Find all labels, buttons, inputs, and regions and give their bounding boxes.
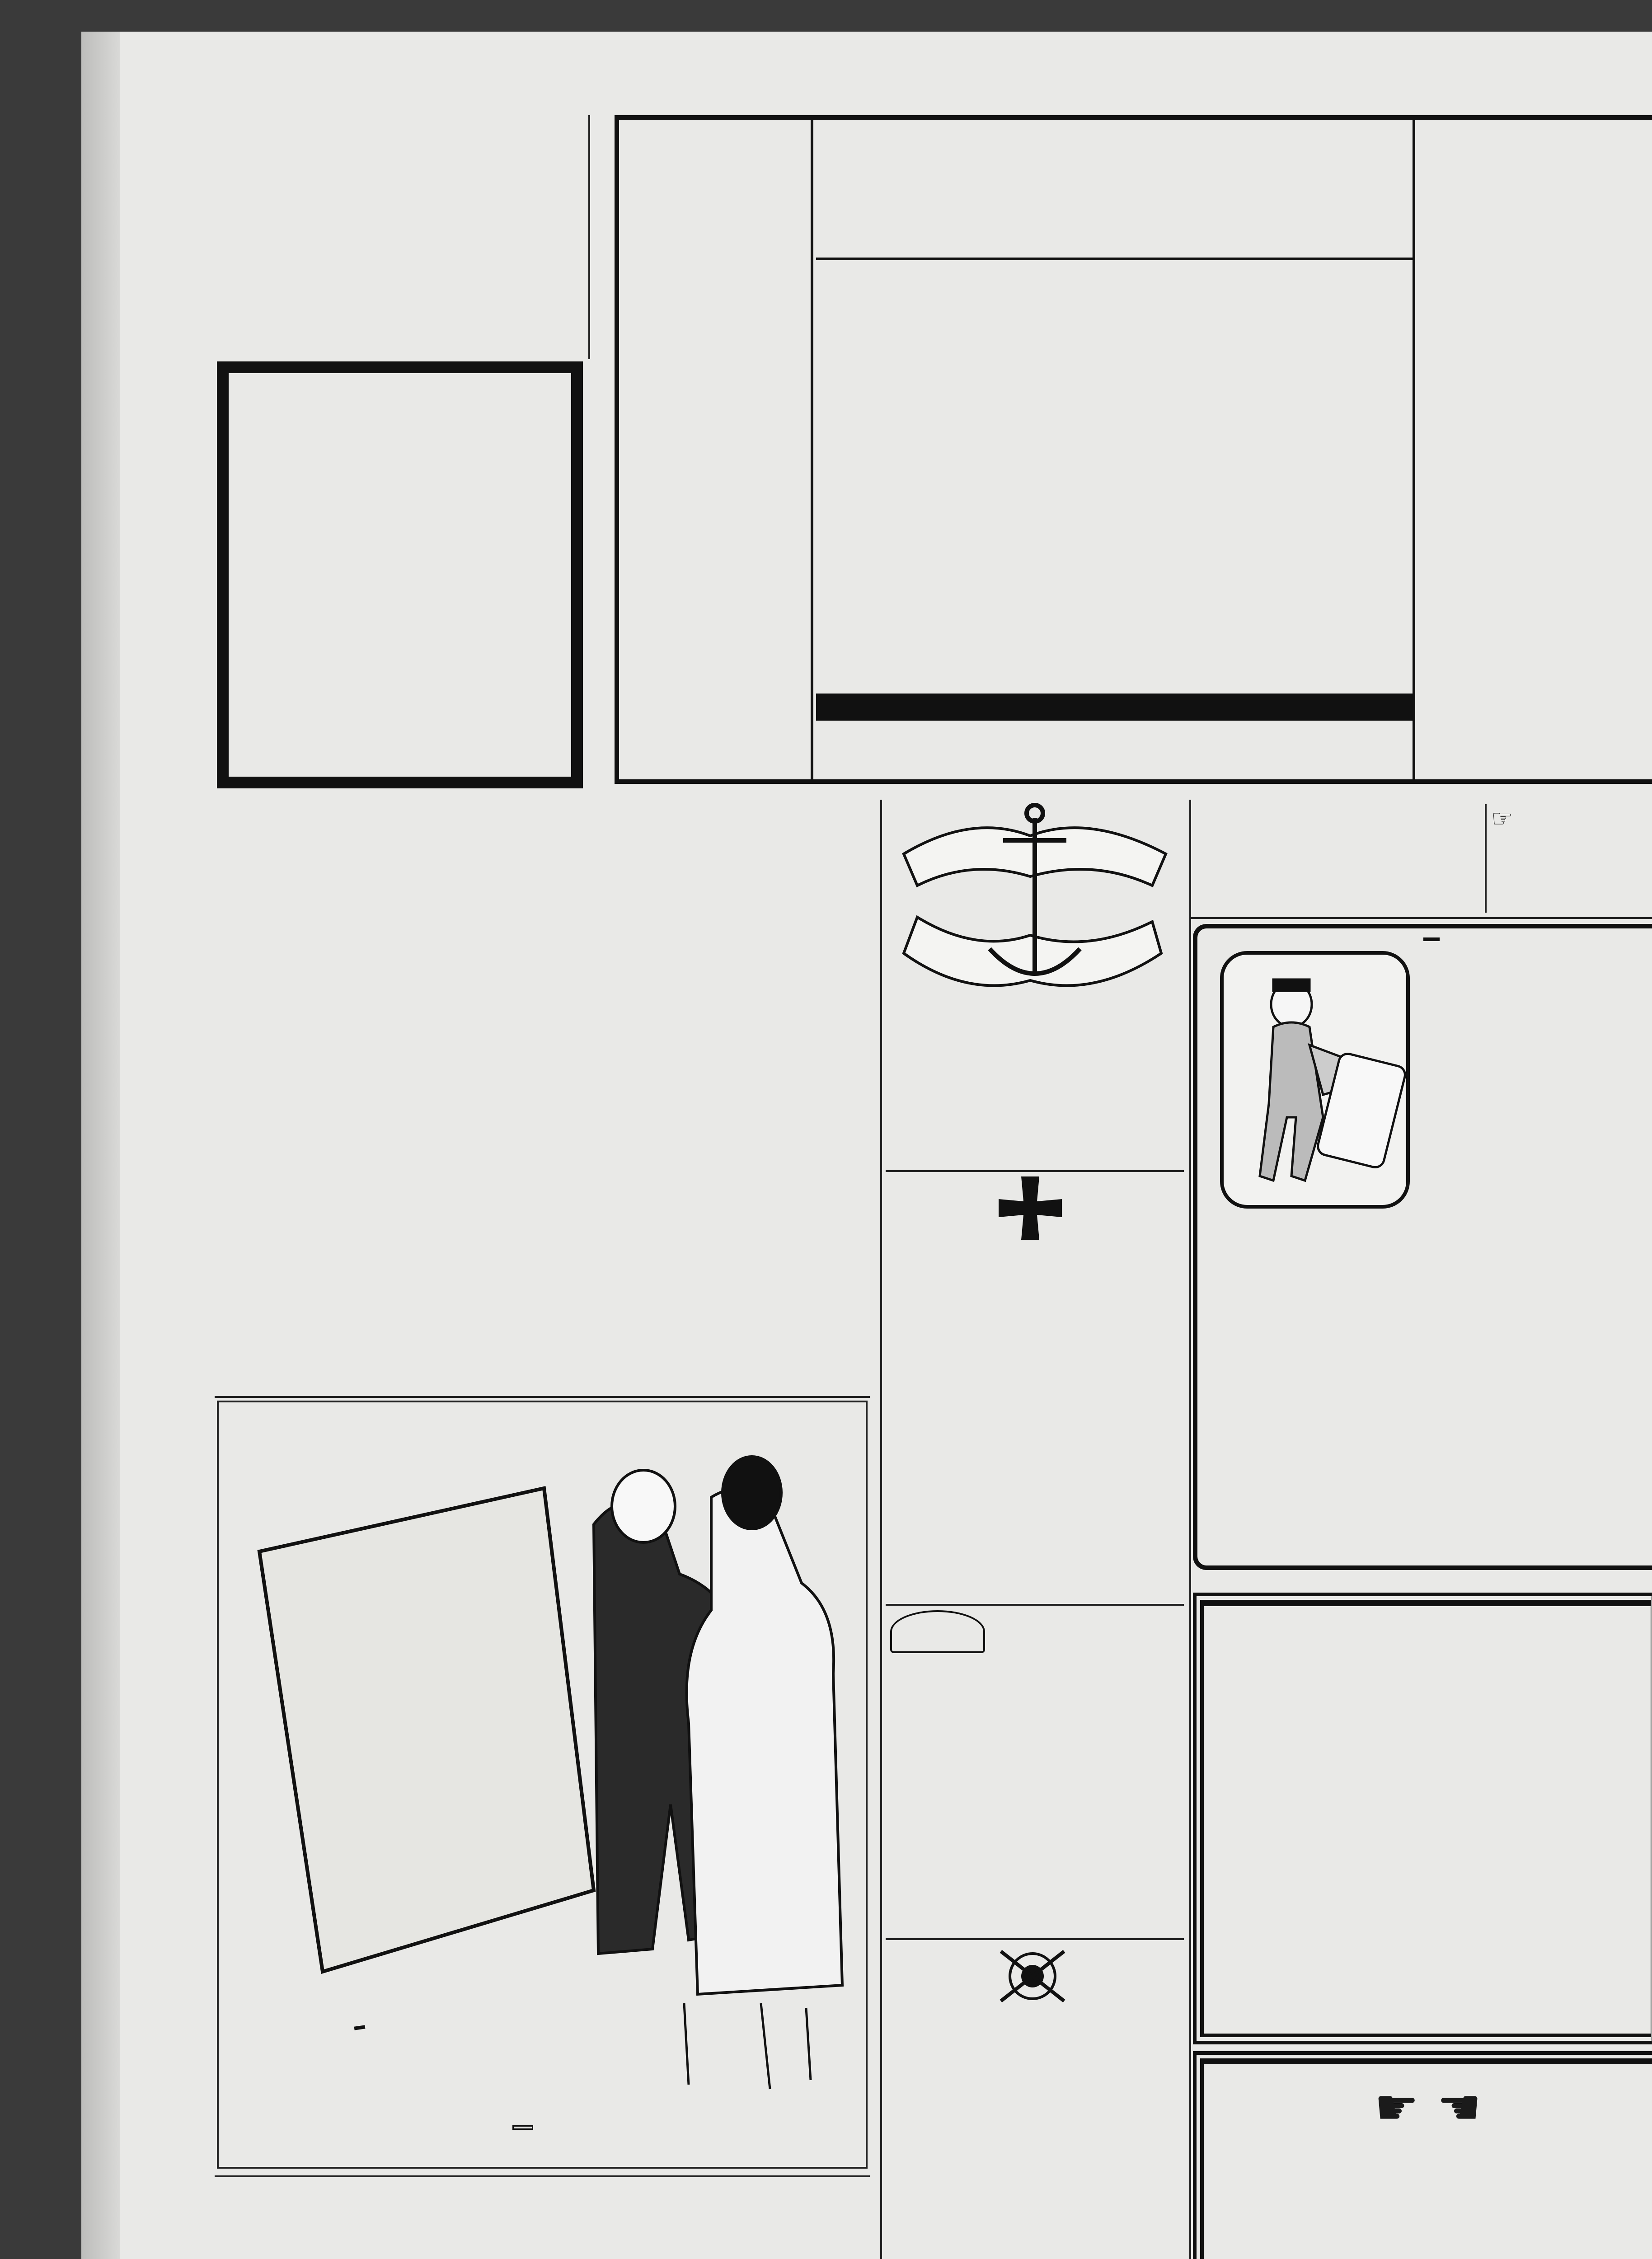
church-notice	[215, 115, 576, 359]
kuhdecken-rule	[1191, 917, 1652, 919]
middle-column-rule	[880, 800, 882, 2259]
marine-verein-notice	[886, 800, 1184, 1161]
gehrels-offer-grid	[816, 258, 1413, 708]
wallheimer-city	[512, 2125, 533, 2130]
strandbad-ad	[1193, 2051, 1652, 2259]
thams-illustration-frame	[1220, 951, 1410, 1209]
kuhdecken-ad	[1193, 804, 1487, 913]
gehrels-ad	[615, 115, 1652, 784]
wallheimer-rule	[215, 2175, 870, 2177]
gehrels-left-list	[619, 120, 811, 133]
auction-notice	[215, 800, 870, 1387]
target-rifles-icon	[999, 1942, 1066, 2010]
right-column-rule	[1189, 800, 1191, 2259]
auction-rule	[215, 1396, 870, 1398]
gehrels-left-column	[619, 120, 813, 779]
gehrels-kinder-bar	[816, 694, 1413, 721]
ihmels-ad	[1491, 804, 1652, 913]
stahlhelm-header	[886, 1606, 1184, 1655]
krieger-header	[886, 1172, 1184, 1249]
tivoli-title	[1204, 1603, 1651, 1606]
gehrels-right-column	[1413, 120, 1652, 779]
column-rule	[588, 115, 590, 359]
strandbad-title	[1204, 2062, 1652, 2064]
krieger-verein-notice	[886, 1170, 1184, 1599]
stahlhelm-logo	[890, 1610, 985, 1653]
schuetzen-header	[886, 1940, 1184, 2012]
coffee-porter-illustration	[1224, 955, 1406, 1205]
krankenkasse-notice	[217, 2182, 868, 2259]
tivoli-ad	[1193, 1593, 1652, 2044]
freeden-ad	[217, 361, 583, 788]
pointing-hand-right-icon: ☛	[1374, 2078, 1419, 2136]
newspaper-page	[81, 32, 1652, 2259]
gehrels-center	[816, 120, 1413, 779]
pointing-hand-left-icon: ☚	[1437, 2078, 1482, 2136]
schuetzen-verein-notice	[886, 1938, 1184, 2254]
gehrels-footer	[812, 730, 1408, 779]
gehrels-right-list	[1415, 120, 1652, 131]
page-binding-edge	[81, 32, 120, 2259]
wallheimer-illustration	[219, 1402, 868, 2169]
wallheimer-ad	[217, 1401, 868, 2169]
iron-cross-icon	[999, 1176, 1062, 1244]
thams-title	[1423, 937, 1440, 941]
stahlhelm-notice	[886, 1604, 1184, 1934]
gehrels-intro	[816, 125, 1413, 138]
pointing-hand-icon: ☞	[1491, 804, 1513, 833]
thams-garfs-ad	[1193, 924, 1652, 1570]
ihmels-big-row	[1491, 804, 1652, 833]
strandbad-concert-row	[1204, 2078, 1652, 2136]
anchor-emblem	[886, 800, 1184, 994]
